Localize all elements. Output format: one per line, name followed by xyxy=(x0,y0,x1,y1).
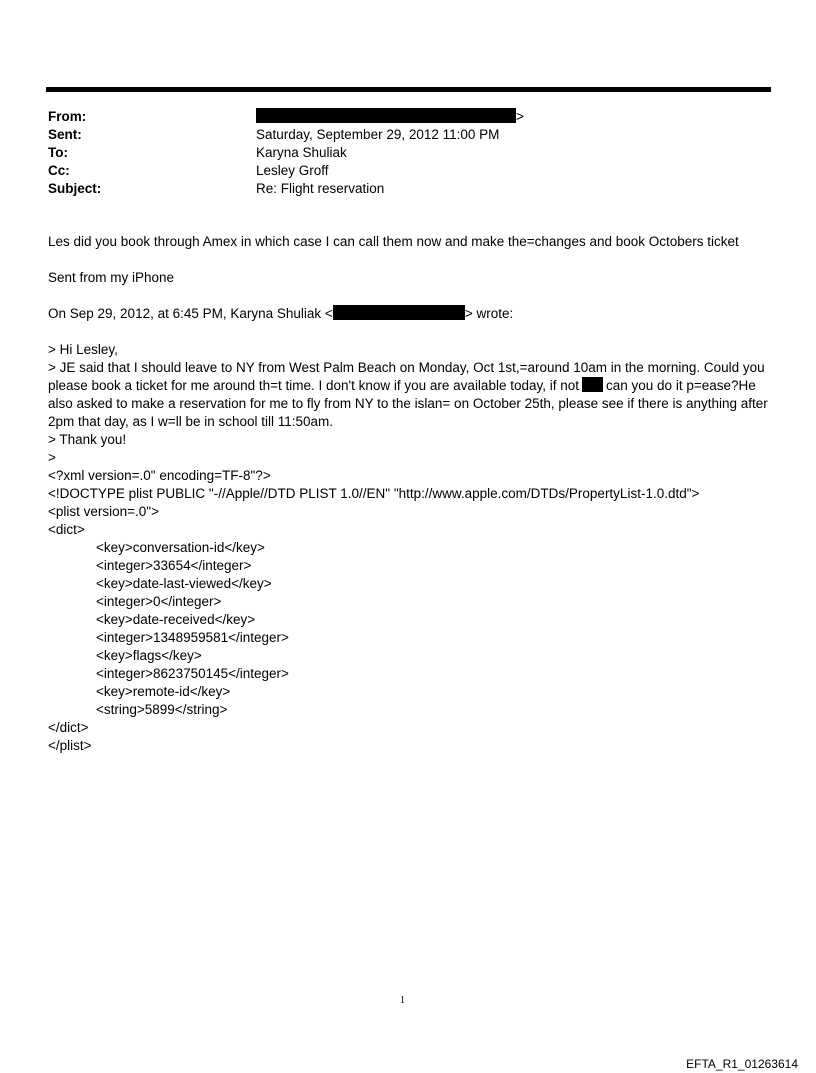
cc-label: Cc: xyxy=(48,163,70,178)
from-value xyxy=(256,108,524,126)
subject-label: Subject: xyxy=(48,181,102,196)
email-header xyxy=(48,108,768,198)
subject-value: Re: Flight reservation xyxy=(256,181,385,196)
to-row xyxy=(48,144,768,162)
sent-value: Saturday, September 29, 2012 11:00 PM xyxy=(256,127,500,142)
sent-label: Sent: xyxy=(48,127,82,142)
quote-part-b: can you do it p=ease?He also asked to make a reservation for me to fly from NY to the islan= on October 25th, please see if there is anything after 2pm that day, as I w=ll be in school till 11:50am. xyxy=(48,378,768,429)
plist-xml-decl: <?xml version=.0" encoding=TF-8"?> xyxy=(48,468,271,483)
dict-open: <dict> xyxy=(48,522,85,537)
header-rule xyxy=(46,87,771,92)
plist-entry: <key>date-received</key> xyxy=(96,612,256,627)
plist-close: </plist> xyxy=(48,738,92,753)
from-suffix: > xyxy=(516,109,524,124)
from-label: From: xyxy=(48,109,87,124)
signature-line: Sent from my iPhone xyxy=(48,270,175,285)
plist-entry: <integer>33654</integer> xyxy=(96,558,252,573)
quote-marker: > xyxy=(48,450,56,465)
from-row xyxy=(48,108,768,126)
to-label: To: xyxy=(48,145,68,160)
attribution-pre: On Sep 29, 2012, at 6:45 PM, Karyna Shuliak < xyxy=(48,306,333,321)
quote-thanks: > Thank you! xyxy=(48,432,127,447)
plist-entry: <key>remote-id</key> xyxy=(96,684,231,699)
subject-row xyxy=(48,180,768,198)
plist-entry: <integer>0</integer> xyxy=(96,594,222,609)
attribution-post: > wrote: xyxy=(464,306,514,321)
quote-part-a: > JE said that I should leave to NY from West Palm Beach on Monday, Oct 1st,=around 10am in the morning. Could you please book a ticket for me around th=t time. I don't know if you are available today, if not xyxy=(48,360,765,393)
document-id: EFTA_R1_01263614 xyxy=(686,1057,798,1071)
plist-entry: <key>conversation-id</key> xyxy=(96,540,265,555)
attribution-line xyxy=(48,305,770,323)
plist-entry: <key>date-last-viewed</key> xyxy=(96,576,272,591)
plist-open: <plist version=.0"> xyxy=(48,504,159,519)
plist-entry: <key>flags</key> xyxy=(96,648,202,663)
quote-greeting: > Hi Lesley, xyxy=(48,342,118,357)
cc-row xyxy=(48,162,768,180)
cc-value: Lesley Groff xyxy=(256,163,329,178)
dict-close: </dict> xyxy=(48,720,89,735)
redaction-bar xyxy=(333,305,465,320)
email-body xyxy=(48,233,770,755)
plist-entry: <integer>1348959581</integer> xyxy=(96,630,289,645)
quote-paragraph xyxy=(48,359,770,431)
plist-entry: <string>5899</string> xyxy=(96,702,228,717)
redaction-bar xyxy=(256,108,516,123)
body-line-1: Les did you book through Amex in which case I can call them now and make the=changes and book Octobers ticket xyxy=(48,234,739,249)
to-value: Karyna Shuliak xyxy=(256,145,347,160)
plist-entry: <integer>8623750145</integer> xyxy=(96,666,289,681)
page-number: 1 xyxy=(400,995,405,1006)
plist-doctype: <!DOCTYPE plist PUBLIC "-//Apple//DTD PLIST 1.0//EN" "http://www.apple.com/DTDs/PropertyList-1.0.dtd"> xyxy=(48,486,700,501)
redaction-bar xyxy=(582,377,603,392)
sent-row xyxy=(48,126,768,144)
